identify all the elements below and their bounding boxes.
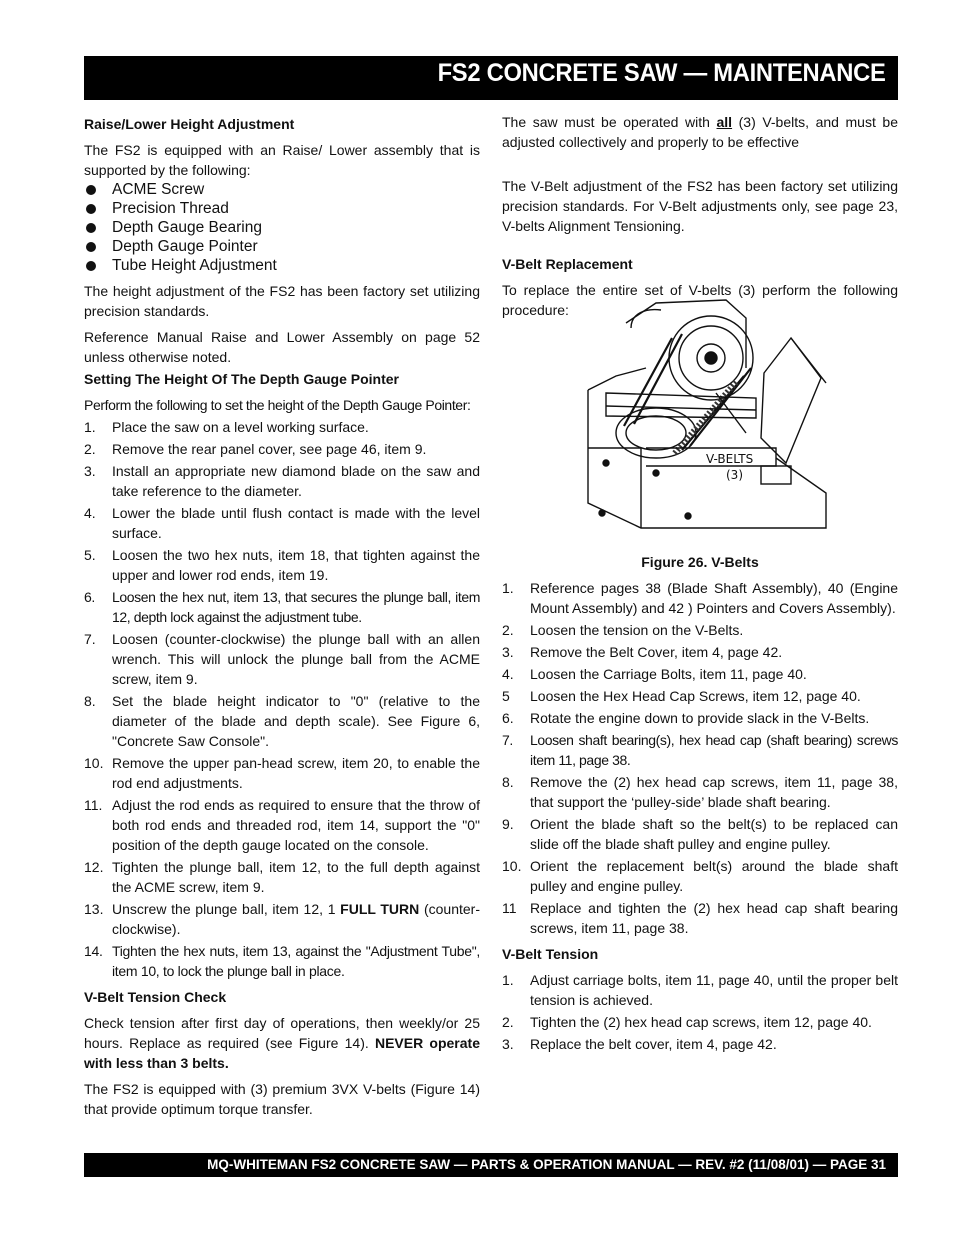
adjustment-paragraph: The V-Belt adjustment of the FS2 has been factory set utilizing precision standards. For V-Belt adjustments only, see page 23, V-belts Alignment Tensioning. bbox=[502, 178, 898, 234]
page-footer bbox=[84, 1153, 898, 1177]
list-item: 3. Remove the Belt Cover, item 4, page 42. bbox=[502, 644, 783, 660]
list-item: 11. Adjust the rod ends as required to ensure that the throw of both rod ends and threaded rod, item 14, support the "0" position of the depth gauge located on the console. bbox=[84, 797, 480, 853]
replacement-steps bbox=[502, 578, 898, 938]
raise-lower-heading: Raise/Lower Height Adjustment bbox=[84, 116, 295, 132]
tension-check-heading: V-Belt Tension Check bbox=[84, 989, 227, 1005]
list-item: 2. Loosen the tension on the V-Belts. bbox=[502, 622, 744, 638]
raise-lower-intro: The FS2 is equipped with an Raise/ Lower assembly that is supported by the following: bbox=[84, 142, 480, 178]
list-item: 7. Loosen shaft bearing(s), hex head cap (shaft bearing) screws item 11, page 38. bbox=[502, 732, 898, 768]
list-item: Depth Gauge Pointer bbox=[84, 237, 480, 256]
list-item: 6. Loosen the hex nut, item 13, that secures the plunge ball, item 12, depth lock against the adjustment tube. bbox=[84, 589, 480, 625]
list-item: 5. Loosen the two hex nuts, item 18, that tighten against the upper and lower rod ends, item 19. bbox=[84, 547, 480, 583]
bullet-icon bbox=[86, 185, 96, 195]
bullet-icon bbox=[86, 261, 96, 271]
depth-gauge-intro: Perform the following to set the height of the Depth Gauge Pointer: bbox=[84, 397, 471, 413]
vbelts-illustration bbox=[586, 298, 836, 538]
reference-paragraph: Reference Manual Raise and Lower Assembly on page 52 unless otherwise noted. bbox=[84, 329, 480, 365]
list-item: 8. Set the blade height indicator to "0" (relative to the diameter of the blade and depth scale). See Figure 6, "Concrete Saw Console". bbox=[84, 693, 480, 749]
replacement-heading: V-Belt Replacement bbox=[502, 256, 633, 272]
depth-gauge-heading: Setting The Height Of The Depth Gauge Pointer bbox=[84, 371, 400, 387]
list-item: ACME Screw bbox=[84, 180, 480, 199]
list-item: 5 Loosen the Hex Head Cap Screws, item 12, page 40. bbox=[502, 688, 861, 704]
list-item: Tube Height Adjustment bbox=[84, 256, 480, 275]
list-item: 4. Lower the blade until flush contact is made with the level surface. bbox=[84, 505, 480, 541]
vbelt-tension-heading: V-Belt Tension bbox=[502, 946, 599, 962]
premium-belts-paragraph: The FS2 is equipped with (3) premium 3VX V-belts (Figure 14) that provide optimum torque transfer. bbox=[84, 1081, 480, 1117]
list-item: 2. Tighten the (2) hex head cap screws, item 12, page 40. bbox=[502, 1014, 872, 1030]
list-item: 13. Unscrew the plunge ball, item 12, 1 FULL TURN (counter-clockwise). bbox=[84, 901, 480, 937]
list-item: 1. Place the saw on a level working surface. bbox=[84, 419, 369, 435]
list-item: Precision Thread bbox=[84, 199, 480, 218]
bullet-icon bbox=[86, 204, 96, 214]
list-item: 11 Replace and tighten the (2) hex head cap shaft bearing screws, item 11, page 38. bbox=[502, 900, 898, 936]
bullet-icon bbox=[86, 242, 96, 252]
list-item: 7. Loosen (counter-clockwise) the plunge ball with an allen wrench. This will unlock the plunge ball from the ACME screw, item 9. bbox=[84, 631, 480, 687]
page-header bbox=[84, 56, 898, 100]
list-item: 2. Remove the rear panel cover, see page 46, item 9. bbox=[84, 441, 427, 457]
list-item: 6. Rotate the engine down to provide slack in the V-Belts. bbox=[502, 710, 870, 726]
list-item: 10. Remove the upper pan-head screw, item 20, to enable the rod end adjustments. bbox=[84, 755, 480, 791]
list-item: 4. Loosen the Carriage Bolts, item 11, page 40. bbox=[502, 666, 807, 682]
right-column bbox=[502, 112, 898, 1060]
factory-set-paragraph: The height adjustment of the FS2 has been factory set utilizing precision standards. bbox=[84, 283, 480, 319]
list-item: Depth Gauge Bearing bbox=[84, 218, 480, 237]
tension-steps bbox=[502, 970, 898, 1054]
list-item: 12. Tighten the plunge ball, item 12, to the full depth against the ACME screw, item 9. bbox=[84, 859, 480, 895]
replacement-intro: To replace the entire set of V-belts (3) perform the following procedure: bbox=[502, 282, 898, 318]
list-item: 3. Install an appropriate new diamond blade on the saw and take reference to the diameter. bbox=[84, 463, 480, 499]
left-column bbox=[84, 112, 480, 1125]
vbelts-figure bbox=[502, 298, 898, 538]
list-item: 8. Remove the (2) hex head cap screws, item 11, page 38, that support the ‘pulley-side’ blade shaft bearing. bbox=[502, 774, 898, 810]
support-list bbox=[84, 180, 480, 275]
vbelts-count-label: (3) bbox=[726, 468, 743, 482]
list-item: 10. Orient the replacement belt(s) around the blade shaft pulley and engine pulley. bbox=[502, 858, 898, 894]
figure-caption: Figure 26. V-Belts bbox=[641, 554, 759, 570]
list-item: 14. Tighten the hex nuts, item 13, against the "Adjustment Tube", item 10, to lock the plunge ball in place. bbox=[84, 943, 480, 979]
list-item: 3. Replace the belt cover, item 4, page 42. bbox=[502, 1036, 777, 1052]
vbelts-label: V-BELTS bbox=[706, 452, 754, 466]
bullet-icon bbox=[86, 223, 96, 233]
footer-text: MQ-WHITEMAN FS2 CONCRETE SAW — PARTS & OPERATION MANUAL — REV. #2 (11/08/01) — PAGE 31 bbox=[207, 1157, 886, 1172]
list-item: 9. Orient the blade shaft so the belt(s) to be replaced can slide off the blade shaft pulley and engine pulley. bbox=[502, 816, 898, 852]
tension-check-paragraph: Check tension after first day of operations, then weekly/or 25 hours. Replace as required (see Figure 14). NEVER operate with less than 3 belts. bbox=[84, 1015, 480, 1071]
list-item: 1. Reference pages 38 (Blade Shaft Assembly), 40 (Engine Mount Assembly) and 42 ) Pointers and Covers Assembly). bbox=[502, 580, 898, 616]
list-item: 1. Adjust carriage bolts, item 11, page 40, until the proper belt tension is achieved. bbox=[502, 972, 898, 1008]
depth-gauge-steps bbox=[84, 417, 480, 981]
page-title: FS2 CONCRETE SAW — MAINTENANCE bbox=[437, 59, 886, 87]
operated-paragraph: The saw must be operated with all (3) V-belts, and must be adjusted collectively and properly to be effective bbox=[502, 114, 898, 150]
